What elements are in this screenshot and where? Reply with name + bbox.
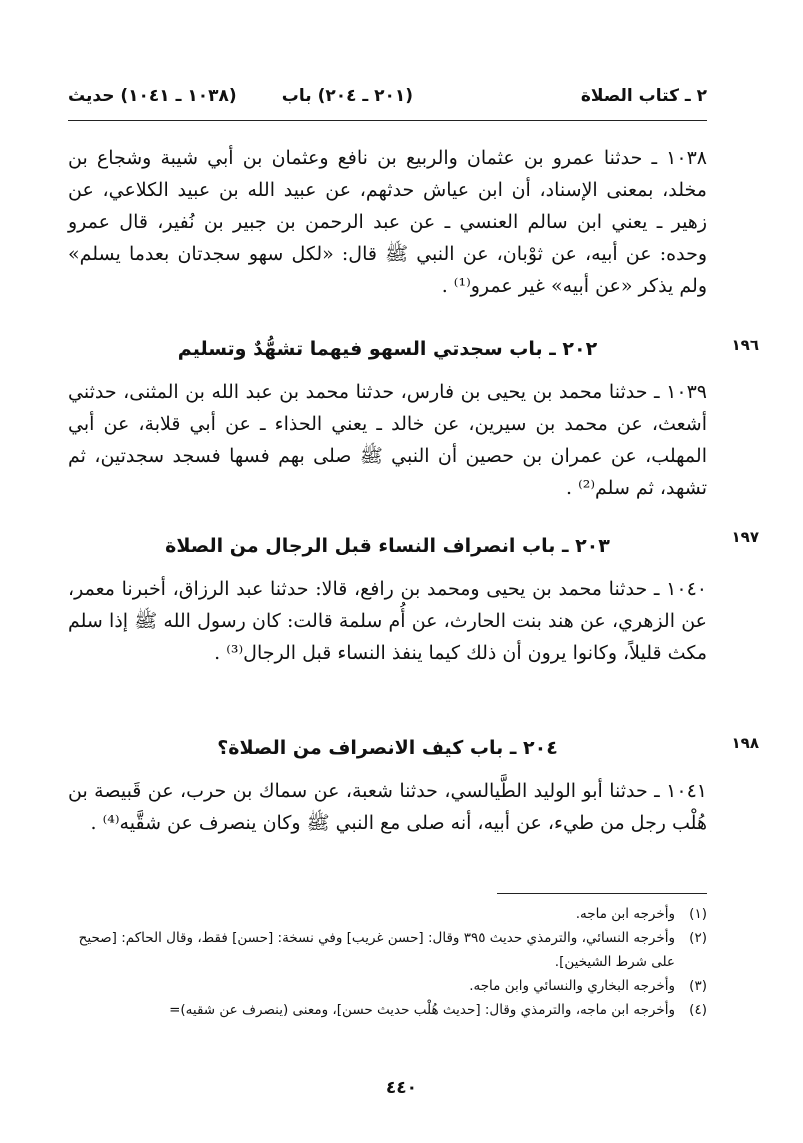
- running-header: [68, 82, 707, 110]
- footnote: [68, 998, 707, 1022]
- footnote: [68, 926, 707, 974]
- chapter-title: ٢٠٢ ـ باب سجدتي السهو فيهما تشهُّدٌ وتسليم: [177, 338, 598, 360]
- hadith-text: ١٠٤٠ ـ حدثنا محمد بن يحيى ومحمد بن رافع، قالا: حدثنا عبد الرزاق، أخبرنا معمر، عن الزهري، عن هند بنت الحارث، عن أُم سلمة قالت: كان رسول الله ﷺ إذا سلم مكث قليلاً، وكانوا يرون أن ذلك كيما ينفذ النساء قبل الرجال⁽³⁾ .: [68, 578, 707, 664]
- hadith-1038: [68, 142, 707, 302]
- header-book-title: ٢ ـ كتاب الصلاة: [580, 86, 707, 106]
- footnote-text: وأخرجه ابن ماجه، والترمذي وقال: [حديث هُلْب حديث حسن]، ومعنى (ينصرف عن شقيه)=: [169, 1002, 675, 1018]
- footnote-number: (١): [689, 906, 707, 922]
- footnote: [68, 974, 707, 998]
- chapter-204: [68, 731, 707, 839]
- footnote-number: (٤): [689, 1002, 707, 1018]
- footnote: [68, 902, 707, 926]
- header-hadith-range: (١٠٣٨ ـ ١٠٤١) حديث: [68, 86, 237, 106]
- chapter-title: ٢٠٤ ـ باب كيف الانصراف من الصلاة؟: [217, 737, 558, 759]
- footnote-text: وأخرجه النسائي، والترمذي حديث ٣٩٥ وقال: [حسن غريب] وفي نسخة: [حسن] فقط، وقال الحاكم: [صحيح على شرط الشيخين].: [78, 930, 675, 970]
- page-number: ٤٤٠: [385, 1078, 418, 1098]
- footnote-number: (٢): [689, 930, 707, 946]
- header-chapter-range: (٢٠١ ـ ٢٠٤) باب: [281, 86, 414, 106]
- hadith-text: ١٠٣٨ ـ حدثنا عمرو بن عثمان والربيع بن نافع وعثمان بن أبي شيبة وشجاع بن مخلد، بمعنى الإسناد، أن ابن عياش حدثهم، عن عبيد الله بن عبيد الكلاعي، عن زهير ـ يعني ابن سالم العنسي ـ عن عبد الرحمن بن جبير بن نُفير، قال عمرو وحده: عن أبيه، عن ثوْبان، عن النبي ﷺ قال: «لكل سهو سجدتان بعدما يسلم» ولم يذكر «عن أبيه» غير عمرو⁽¹⁾ .: [68, 147, 707, 297]
- chapter-202: [68, 332, 707, 504]
- hadith-text: ١٠٣٩ ـ حدثنا محمد بن يحيى بن فارس، حدثنا محمد بن عبد الله بن المثنى، حدثني أشعث، عن محمد بن سيرين، عن خالد ـ يعني الحذاء ـ عن أبي قلابة، عن أبي المهلب، عن عمران بن حصين أن النبي ﷺ صلى بهم فسها فسجد سجدتين، ثم تشهد، ثم سلم⁽²⁾ .: [68, 381, 707, 499]
- chapter-title: ٢٠٣ ـ باب انصراف النساء قبل الرجال من الصلاة: [165, 535, 610, 557]
- footnote-divider: [497, 893, 707, 894]
- footnotes: [68, 902, 707, 1022]
- header-divider: [68, 120, 707, 121]
- footnote-number: (٣): [689, 978, 707, 994]
- footnote-text: وأخرجه ابن ماجه.: [575, 906, 675, 922]
- side-number: ١٩٨: [731, 734, 759, 752]
- footnote-text: وأخرجه البخاري والنسائي وابن ماجه.: [469, 978, 675, 994]
- side-number: ١٩٧: [731, 528, 759, 546]
- side-number: ١٩٦: [731, 336, 759, 354]
- hadith-text: ١٠٤١ ـ حدثنا أبو الوليد الطَّيالسي، حدثنا شعبة، عن سماك بن حرب، عن قَبيصة بن هُلْب رجل من طيء، عن أبيه، أنه صلى مع النبي ﷺ وكان ينصرف عن شقَّيه⁽⁴⁾ .: [68, 780, 707, 834]
- chapter-203: [68, 529, 707, 669]
